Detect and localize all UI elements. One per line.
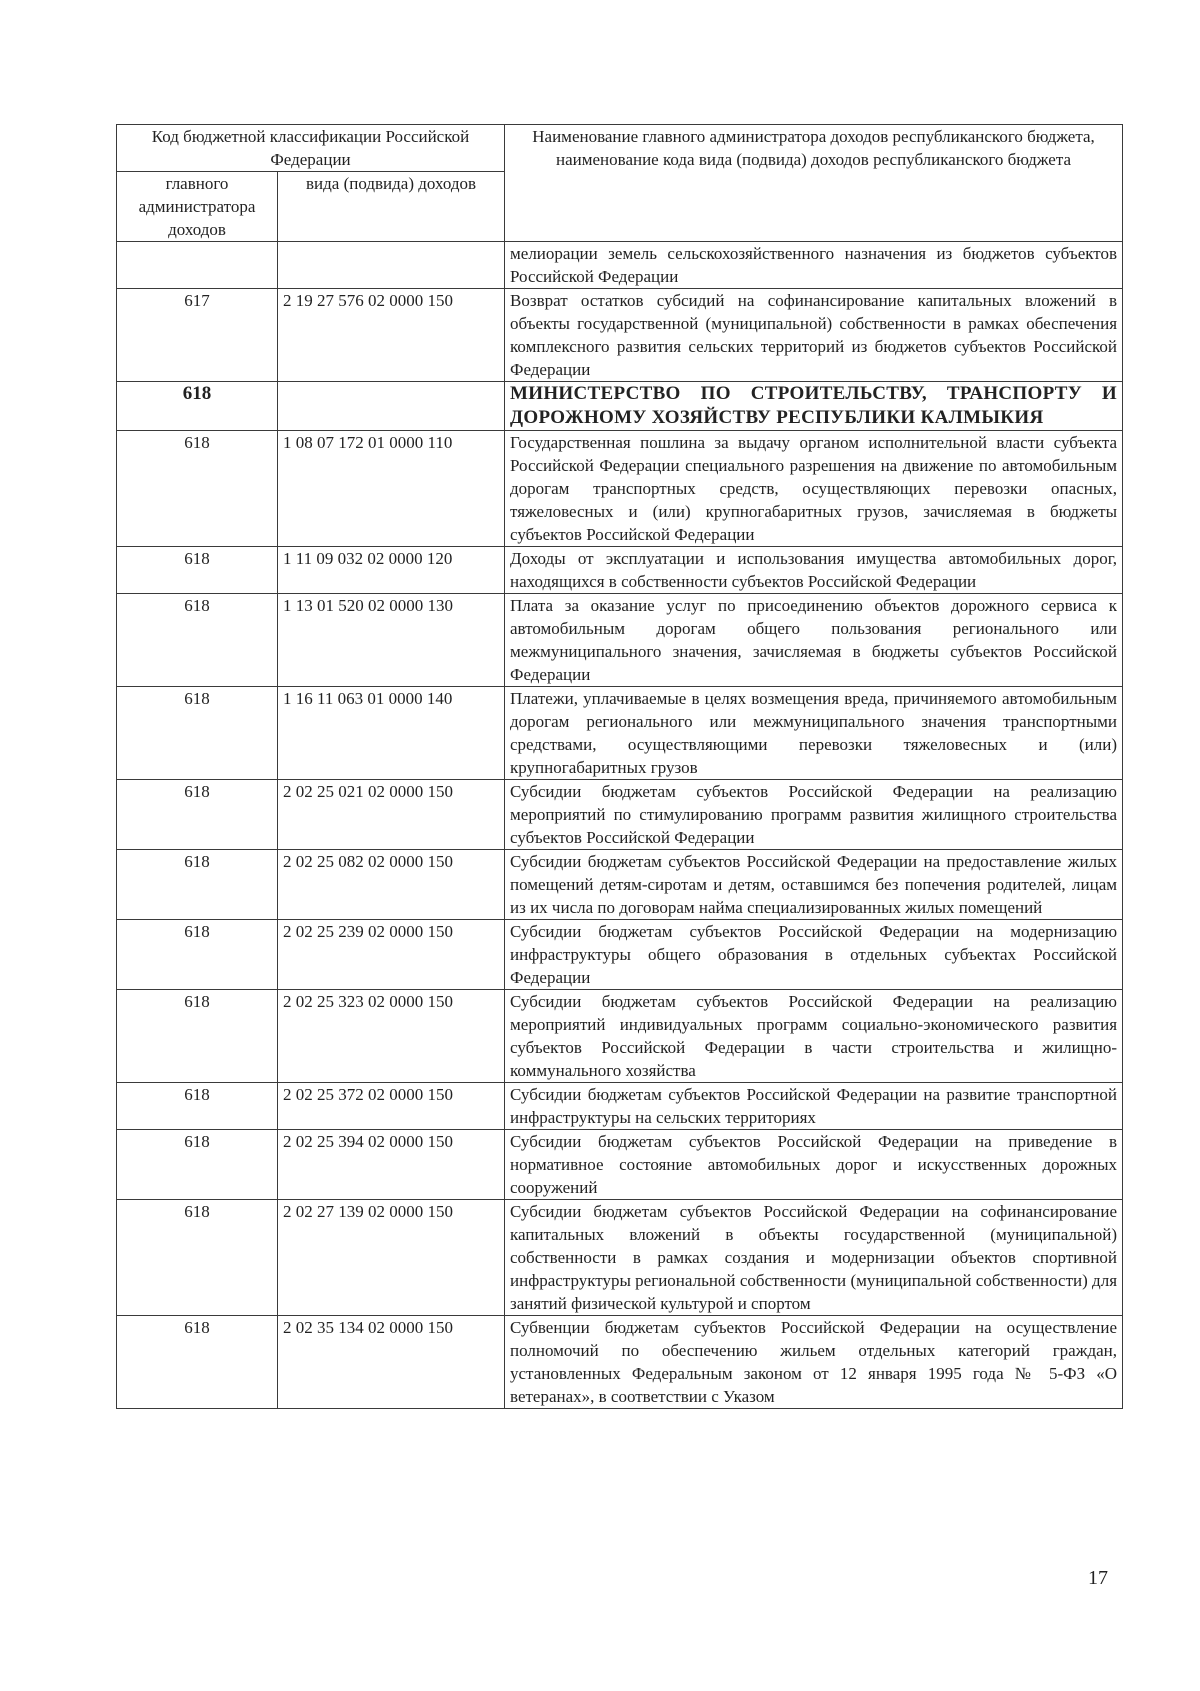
income-code-cell	[278, 382, 505, 431]
description-cell: Плата за оказание услуг по присоединению объектов дорожного сервиса к автомобильным дорогам общего пользования регионального или межмуниципального значения, зачисляемая в бюджеты субъектов Российской Федерации	[505, 594, 1123, 687]
table-row	[117, 780, 1123, 850]
admin-code-cell: 618	[117, 850, 278, 920]
description-cell: Субсидии бюджетам субъектов Российской Федерации на приведение в нормативное состояние автомобильных дорог и искусственных дорожных сооружений	[505, 1130, 1123, 1200]
table-row	[117, 1083, 1123, 1130]
income-code-cell: 1 13 01 520 02 0000 130	[278, 594, 505, 687]
admin-code-cell: 618	[117, 594, 278, 687]
admin-column-header: главного администратора доходов	[117, 172, 278, 242]
table-row	[117, 687, 1123, 780]
admin-code-cell: 618	[117, 431, 278, 547]
admin-code-cell: 618	[117, 780, 278, 850]
table-row	[117, 990, 1123, 1083]
admin-code-cell: 618	[117, 990, 278, 1083]
income-code-cell: 2 02 25 021 02 0000 150	[278, 780, 505, 850]
table-body	[117, 242, 1123, 1409]
table-row	[117, 850, 1123, 920]
table-row	[117, 547, 1123, 594]
admin-code-cell: 618	[117, 547, 278, 594]
table-row	[117, 1200, 1123, 1316]
name-column-header: Наименование главного администратора доходов республиканского бюджета, наименование кода вида (подвида) доходов республиканского бюджета	[505, 125, 1123, 242]
table-row	[117, 431, 1123, 547]
income-code-cell: 2 02 25 323 02 0000 150	[278, 990, 505, 1083]
admin-code-cell: 618	[117, 920, 278, 990]
description-cell: Доходы от эксплуатации и использования имущества автомобильных дорог, находящихся в собственности субъектов Российской Федерации	[505, 547, 1123, 594]
description-cell: мелиорации земель сельскохозяйственного назначения из бюджетов субъектов Российской Федерации	[505, 242, 1123, 289]
admin-code-cell: 617	[117, 289, 278, 382]
income-code-cell: 2 19 27 576 02 0000 150	[278, 289, 505, 382]
income-code-cell: 1 16 11 063 01 0000 140	[278, 687, 505, 780]
description-cell: Возврат остатков субсидий на софинансирование капитальных вложений в объекты государственной (муниципальной) собственности в рамках обеспечения комплексного развития сельских территорий из бюджетов субъектов Российской Федерации	[505, 289, 1123, 382]
table-header	[117, 125, 1123, 242]
table-row	[117, 594, 1123, 687]
description-cell: Субсидии бюджетам субъектов Российской Федерации на модернизацию инфраструктуры общего образования в отдельных субъектах Российской Федерации	[505, 920, 1123, 990]
description-cell: МИНИСТЕРСТВО ПО СТРОИТЕЛЬСТВУ, ТРАНСПОРТУ И ДОРОЖНОМУ ХОЗЯЙСТВУ РЕСПУБЛИКИ КАЛМЫКИЯ	[505, 382, 1123, 431]
description-cell: Государственная пошлина за выдачу органом исполнительной власти субъекта Российской Федерации специального разрешения на движение по автомобильным дорогам транспортных средств, осуществляющих перевозки опасных, тяжеловесных и (или) крупногабаритных грузов, зачисляемая в бюджеты субъектов Российской Федерации	[505, 431, 1123, 547]
income-code-cell: 2 02 35 134 02 0000 150	[278, 1316, 505, 1409]
admin-code-cell: 618	[117, 1316, 278, 1409]
income-code-cell: 2 02 27 139 02 0000 150	[278, 1200, 505, 1316]
income-code-cell: 1 08 07 172 01 0000 110	[278, 431, 505, 547]
description-cell: Субсидии бюджетам субъектов Российской Федерации на предоставление жилых помещений детям-сиротам и детям, оставшимся без попечения родителей, лицам из их числа по договорам найма специализированных жилых помещений	[505, 850, 1123, 920]
table-row	[117, 1316, 1123, 1409]
table-row	[117, 289, 1123, 382]
budget-classification-table	[116, 124, 1123, 1409]
description-cell: Субвенции бюджетам субъектов Российской Федерации на осуществление полномочий по обеспечению жильем отдельных категорий граждан, установленных Федеральным законом от 12 января 1995 года № 5-ФЗ «О ветеранах», в соответствии с Указом	[505, 1316, 1123, 1409]
description-cell: Субсидии бюджетам субъектов Российской Федерации на развитие транспортной инфраструктуры на сельских территориях	[505, 1083, 1123, 1130]
section-row	[117, 382, 1123, 431]
admin-code-cell: 618	[117, 1130, 278, 1200]
classification-title-cell: Код бюджетной классификации Российской Федерации	[117, 125, 505, 172]
description-cell: Платежи, уплачиваемые в целях возмещения вреда, причиняемого автомобильным дорогам регионального или межмуниципального значения транспортными средствами, осуществляющими перевозки тяжеловесных и (или) крупногабаритных грузов	[505, 687, 1123, 780]
page-number: 17	[1088, 1567, 1108, 1589]
description-cell: Субсидии бюджетам субъектов Российской Федерации на реализацию мероприятий индивидуальных программ социально-экономического развития субъектов Российской Федерации в части строительства и жилищно-коммунального хозяйства	[505, 990, 1123, 1083]
income-code-cell: 2 02 25 372 02 0000 150	[278, 1083, 505, 1130]
table-row	[117, 242, 1123, 289]
income-code-cell: 2 02 25 239 02 0000 150	[278, 920, 505, 990]
table-row	[117, 920, 1123, 990]
type-column-header: вида (подвида) доходов	[278, 172, 505, 242]
income-code-cell: 1 11 09 032 02 0000 120	[278, 547, 505, 594]
admin-code-cell	[117, 242, 278, 289]
description-cell: Субсидии бюджетам субъектов Российской Федерации на софинансирование капитальных вложений в объекты государственной (муниципальной) собственности в рамках создания и модернизации объектов спортивной инфраструктуры региональной собственности (муниципальной собственности) для занятий физической культурой и спортом	[505, 1200, 1123, 1316]
admin-code-cell: 618	[117, 1083, 278, 1130]
table-row	[117, 1130, 1123, 1200]
admin-code-cell: 618	[117, 382, 278, 431]
income-code-cell: 2 02 25 082 02 0000 150	[278, 850, 505, 920]
admin-code-cell: 618	[117, 1200, 278, 1316]
description-cell: Субсидии бюджетам субъектов Российской Федерации на реализацию мероприятий по стимулированию программ развития жилищного строительства субъектов Российской Федерации	[505, 780, 1123, 850]
admin-code-cell: 618	[117, 687, 278, 780]
income-code-cell	[278, 242, 505, 289]
income-code-cell: 2 02 25 394 02 0000 150	[278, 1130, 505, 1200]
